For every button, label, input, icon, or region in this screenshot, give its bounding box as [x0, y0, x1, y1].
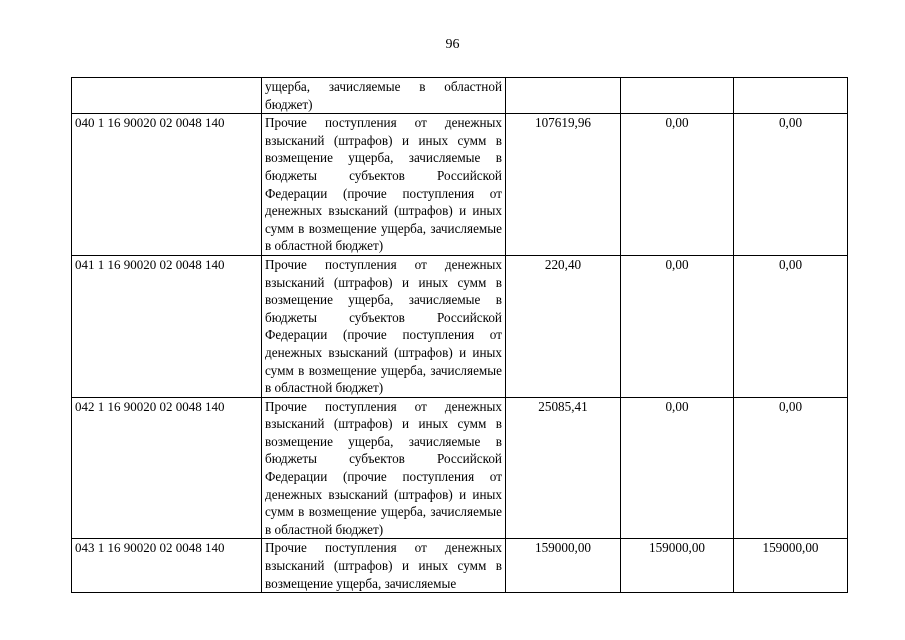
revenue-name-cell: Прочие поступления от денежных взысканий (штрафов) и иных сумм в возмещение ущерба, зачисляемые в бюджеты субъектов Российской Федерации (прочие поступления от денежных взысканий (штрафов) и иных сумм в возмещение ущерба, зачисляемые в областной бюджет) [262, 397, 506, 539]
budget-code-cell: 041 1 16 90020 02 0048 140 [72, 255, 262, 397]
table-row [72, 114, 848, 256]
revenue-table [71, 77, 848, 593]
budget-code-cell: 043 1 16 90020 02 0048 140 [72, 539, 262, 593]
budget-code-cell: 042 1 16 90020 02 0048 140 [72, 397, 262, 539]
amount-cell-3 [734, 78, 848, 114]
amount-cell-1: 107619,96 [506, 114, 621, 256]
amount-cell-3: 159000,00 [734, 539, 848, 593]
revenue-name-cell: ущерба, зачисляемые в областной бюджет) [262, 78, 506, 114]
revenue-name-cell: Прочие поступления от денежных взысканий (штрафов) и иных сумм в возмещение ущерба, зачисляемые в бюджеты субъектов Российской Федерации (прочие поступления от денежных взысканий (штрафов) и иных сумм в возмещение ущерба, зачисляемые в областной бюджет) [262, 255, 506, 397]
page-number: 96 [445, 37, 460, 52]
amount-cell-1: 159000,00 [506, 539, 621, 593]
amount-cell-2 [621, 78, 734, 114]
table-row [72, 78, 848, 114]
budget-code-cell [72, 78, 262, 114]
table-row [72, 539, 848, 593]
amount-cell-1: 220,40 [506, 255, 621, 397]
revenue-name-cell: Прочие поступления от денежных взысканий (штрафов) и иных сумм в возмещение ущерба, зачисляемые в бюджеты субъектов Российской Федерации (прочие поступления от денежных взысканий (штрафов) и иных сумм в возмещение ущерба, зачисляемые в областной бюджет) [262, 114, 506, 256]
amount-cell-2: 0,00 [621, 397, 734, 539]
amount-cell-2: 159000,00 [621, 539, 734, 593]
amount-cell-3: 0,00 [734, 114, 848, 256]
amount-cell-1: 25085,41 [506, 397, 621, 539]
budget-code-cell: 040 1 16 90020 02 0048 140 [72, 114, 262, 256]
amount-cell-1 [506, 78, 621, 114]
amount-cell-2: 0,00 [621, 255, 734, 397]
table-row [72, 397, 848, 539]
amount-cell-3: 0,00 [734, 397, 848, 539]
revenue-name-cell: Прочие поступления от денежных взысканий (штрафов) и иных сумм в возмещение ущерба, зачисляемые [262, 539, 506, 593]
table-row [72, 255, 848, 397]
amount-cell-2: 0,00 [621, 114, 734, 256]
amount-cell-3: 0,00 [734, 255, 848, 397]
